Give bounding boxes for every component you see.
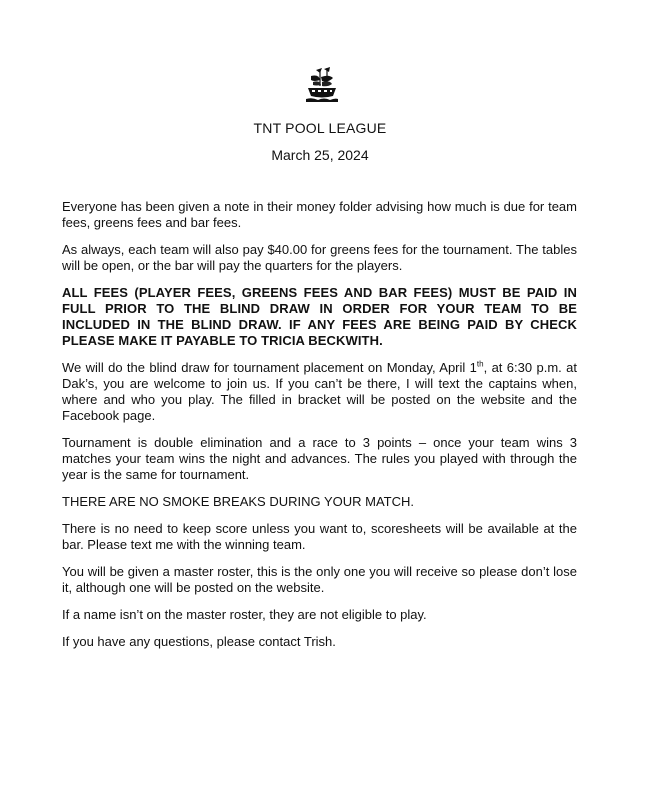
paragraph-master-roster: You will be given a master roster, this is the only one you will receive so please don’t lose it, although one will be posted on the website. bbox=[62, 564, 577, 595]
blind-draw-text-end: , at 6:30 p.m. at Dak’s, you are welcome to join us. If you can’t be there, I will text the captains when, where and who you play. The filled in bracket will be posted on the website and the Facebook page. bbox=[62, 360, 577, 423]
paragraph-scoresheets: There is no need to keep score unless you want to, scoresheets will be available at the bar. Please text me with the winning team. bbox=[62, 521, 577, 552]
letter-body bbox=[62, 199, 577, 661]
paragraph-eligibility: If a name isn’t on the master roster, they are not eligible to play. bbox=[62, 607, 427, 622]
blind-draw-text-start: We will do the blind draw for tournament placement on Monday, April 1 bbox=[62, 360, 477, 375]
paragraph-no-smoke-breaks: THERE ARE NO SMOKE BREAKS DURING YOUR MATCH. bbox=[62, 494, 415, 509]
league-title: TNT POOL LEAGUE bbox=[253, 120, 387, 136]
paragraph-fees-note: Everyone has been given a note in their money folder advising how much is due for team fees, greens fees and bar fees. bbox=[62, 199, 577, 230]
paragraph-blind-draw bbox=[62, 360, 577, 424]
ordinal-suffix: th bbox=[476, 359, 484, 369]
pirate-ship-icon bbox=[302, 66, 342, 106]
paragraph-fees-warning: ALL FEES (PLAYER FEES, GREENS FEES AND BAR FEES) MUST BE PAID IN FULL PRIOR TO THE BLIND DRAW IN ORDER FOR YOUR TEAM TO BE INCLUDED IN THE BLIND DRAW. IF ANY FEES ARE BEING PAID BY CHECK PLEASE MAKE IT PAYABLE TO TRICIA BECKWITH. bbox=[62, 285, 577, 348]
paragraph-tournament-format: Tournament is double elimination and a race to 3 points – once your team wins 3 matches your team wins the night and advances. The rules you played with through the year is the same for tournament. bbox=[62, 435, 577, 482]
document-date: March 25, 2024 bbox=[271, 147, 369, 163]
paragraph-greens-fees: As always, each team will also pay $40.00 for greens fees for the tournament. The tables will be open, or the bar will pay the quarters for the players. bbox=[62, 242, 577, 273]
paragraph-contact: If you have any questions, please contact Trish. bbox=[62, 634, 336, 649]
